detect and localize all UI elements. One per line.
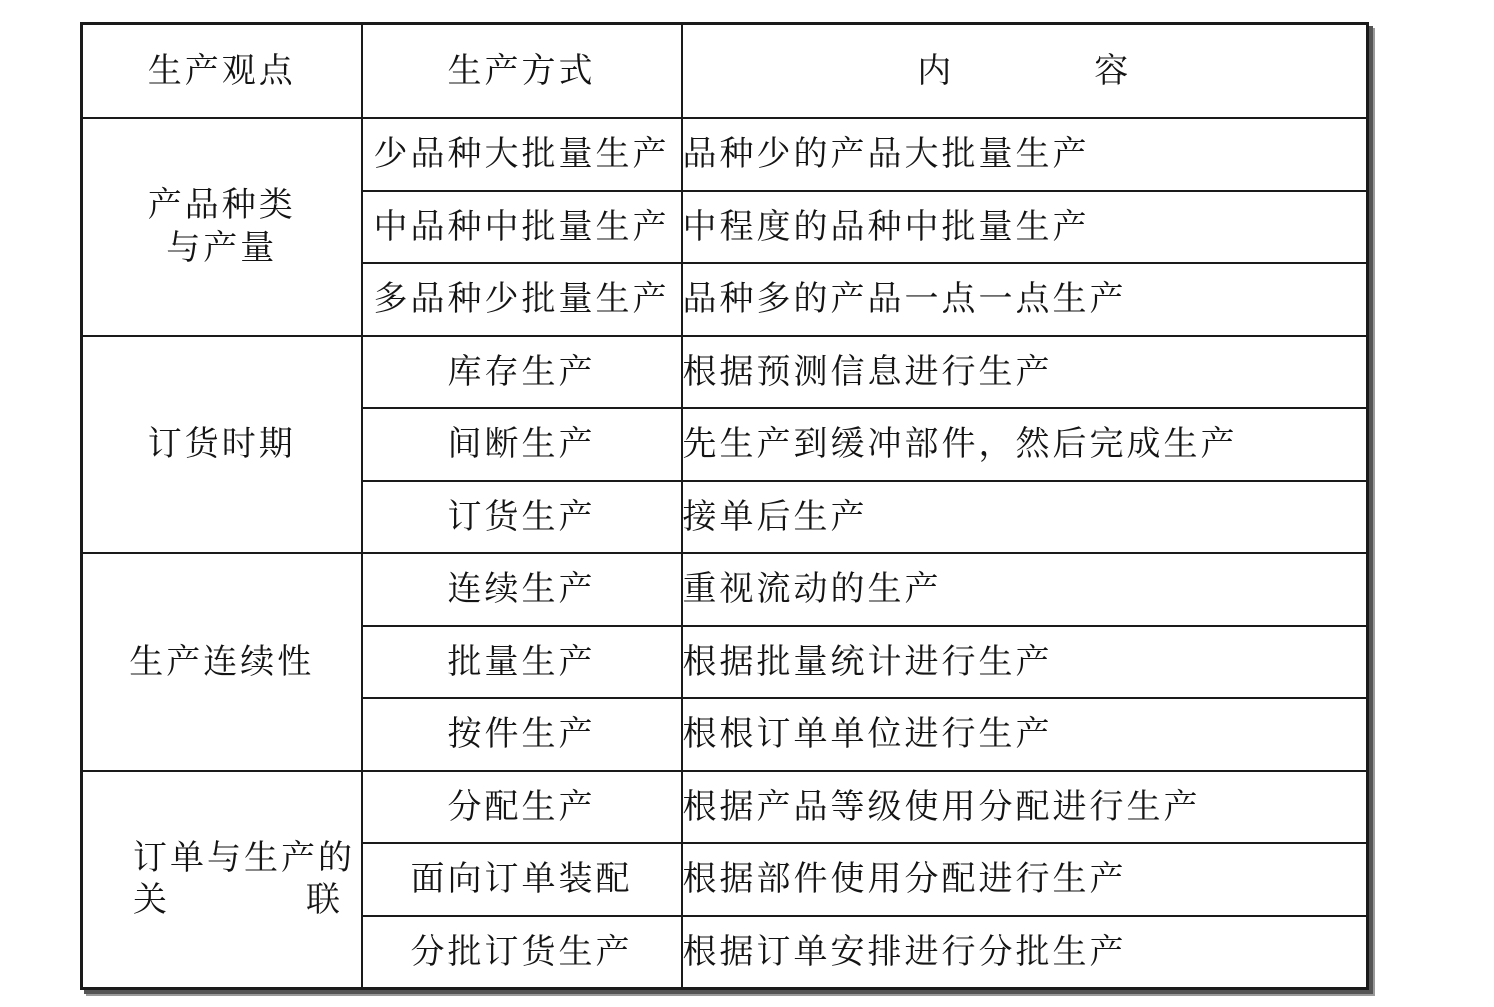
group-label-line: 订单与生产的 [133,837,355,878]
content-cell: 根根订单单位进行生产 [682,698,1368,771]
content-cell: 中程度的品种中批量生产 [682,191,1368,264]
mode-cell: 面向订单装配 [362,843,682,916]
table-row [82,336,1368,409]
header-row [82,24,1368,119]
content-cell: 品种多的产品一点一点生产 [682,263,1368,336]
table-row [82,118,1368,191]
group-label-line: 生产连续性 [129,641,315,682]
content-cell: 根据订单安排进行分批生产 [682,916,1368,989]
content-cell: 根据批量统计进行生产 [682,626,1368,699]
content-cell: 根据部件使用分配进行生产 [682,843,1368,916]
mode-cell: 中品种中批量生产 [362,191,682,264]
content-cell: 先生产到缓冲部件，然后完成生产 [682,408,1368,481]
header-production-mode: 生产方式 [362,24,682,119]
mode-cell: 间断生产 [362,408,682,481]
content-cell: 根据预测信息进行生产 [682,336,1368,409]
mode-cell: 连续生产 [362,553,682,626]
group-label-product-variety [82,118,362,336]
content-cell: 根据产品等级使用分配进行生产 [682,771,1368,844]
mode-cell: 库存生产 [362,336,682,409]
table-row [82,553,1368,626]
mode-cell: 少品种大批量生产 [362,118,682,191]
content-cell: 接单后生产 [682,481,1368,554]
group-label-line: 产品种类 [147,185,296,226]
content-cell: 品种少的产品大批量生产 [682,118,1368,191]
table-row [82,771,1368,844]
content-cell: 重视流动的生产 [682,553,1368,626]
production-methods-table [80,22,1369,990]
mode-cell: 分配生产 [362,771,682,844]
group-label-justified-line [133,879,343,922]
header-production-view: 生产观点 [82,24,362,119]
mode-cell: 订货生产 [362,481,682,554]
group-label-continuity [82,553,362,771]
mode-cell: 多品种少批量生产 [362,263,682,336]
mode-cell: 批量生产 [362,626,682,699]
header-content-left: 内 [917,50,955,91]
group-label-order-relation [82,771,362,989]
mode-cell: 按件生产 [362,698,682,771]
header-content [682,24,1368,119]
header-content-right: 容 [1094,50,1132,91]
group-label-char: 关 [133,880,170,921]
group-label-line: 与产量 [166,227,278,268]
group-label-order-period [82,336,362,554]
group-label-char: 联 [306,880,343,921]
mode-cell: 分批订货生产 [362,916,682,989]
group-label-line: 订货时期 [147,424,296,465]
